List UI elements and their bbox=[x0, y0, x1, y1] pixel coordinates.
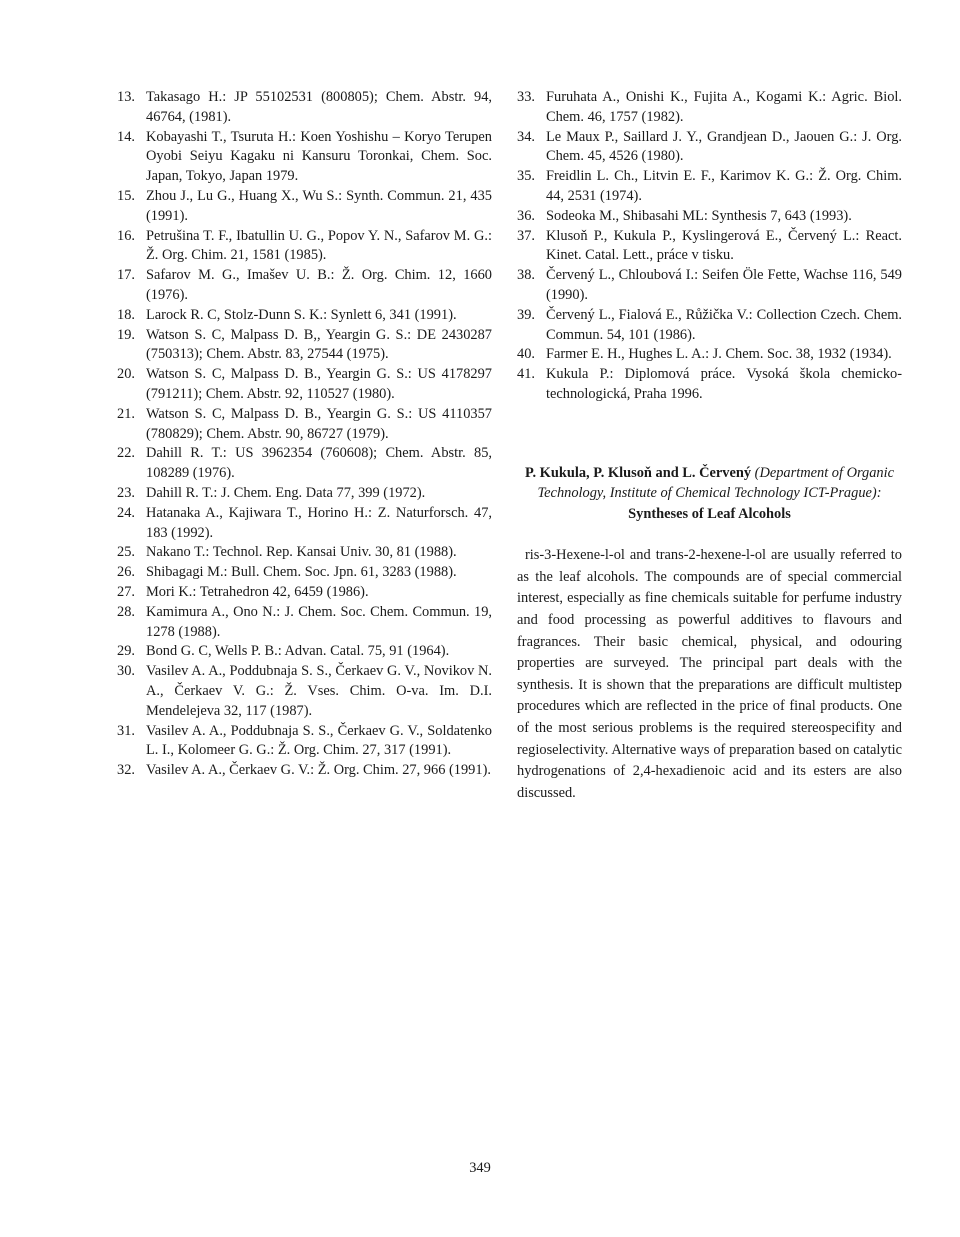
abstract-title: Syntheses of Leaf Alcohols bbox=[628, 505, 791, 522]
reference-number: 39. bbox=[517, 306, 535, 323]
reference-item bbox=[517, 88, 902, 128]
abstract-heading bbox=[517, 463, 902, 525]
reference-item bbox=[117, 504, 492, 544]
reference-item bbox=[117, 187, 492, 227]
abstract-body-text: ris-3-Hexene-l-ol and trans-2-hexene-l-ol are usually referred to as the leaf alcohols. The compounds are of special commercial interest, especially as fine chemicals suitable for perfume industry and food processing as powerful additives to flavours and fragrances. Their basic chemical, physical, and odouring properties are surveyed. The principal part deals with the synthesis. It is shown that the preparations are difficult multistep procedures which are reflected in the price of final products. One of the most serious problems is the required stereospecifity and regioselectivity. Alternative ways of preparation based on catalytic hydrogenations of 2,4-hexadienoic acid and its esters are also discussed. bbox=[517, 547, 902, 801]
left-column bbox=[117, 88, 492, 781]
reference-text: Watson S. C, Malpass D. B., Yeargin G. S.: US 4110357 (780829); Chem. Abstr. 90, 86727 (1979). bbox=[146, 405, 492, 442]
reference-item bbox=[117, 563, 492, 583]
reference-text: Hatanaka A., Kajiwara T., Horino H.: Z. Naturforsch. 47, 183 (1992). bbox=[146, 504, 492, 541]
reference-item bbox=[117, 642, 492, 662]
abstract-affiliation: (Department of Organic Technology, Institute of Chemical Technology ICT-Prague): bbox=[537, 464, 895, 502]
reference-number: 27. bbox=[117, 583, 135, 600]
reference-item bbox=[117, 128, 492, 187]
reference-number: 32. bbox=[117, 762, 135, 779]
reference-number: 31. bbox=[117, 722, 135, 739]
reference-item bbox=[517, 207, 902, 227]
page-number: 349 bbox=[469, 1160, 491, 1176]
reference-number: 30. bbox=[117, 663, 135, 680]
reference-item bbox=[117, 484, 492, 504]
reference-text: Klusoň P., Kukula P., Kyslingerová E., Červený L.: React. Kinet. Catal. Lett., práce v tisku. bbox=[546, 227, 902, 264]
reference-text: Zhou J., Lu G., Huang X., Wu S.: Synth. Commun. 21, 435 (1991). bbox=[146, 187, 492, 224]
reference-list-right bbox=[517, 88, 902, 405]
right-column bbox=[517, 88, 902, 819]
reference-item bbox=[517, 306, 902, 346]
reference-item bbox=[517, 167, 902, 207]
reference-number: 33. bbox=[517, 89, 535, 105]
reference-item bbox=[517, 128, 902, 168]
reference-text: Furuhata A., Onishi K., Fujita A., Kogami K.: Agric. Biol. Chem. 46, 1757 (1982). bbox=[546, 89, 902, 125]
reference-text: Bond G. C, Wells P. B.: Advan. Catal. 75, 91 (1964). bbox=[146, 643, 450, 660]
reference-text: Safarov M. G., Imašev U. B.: Ž. Org. Chim. 12, 1660 (1976). bbox=[146, 267, 492, 303]
reference-text: Mori K.: Tetrahedron 42, 6459 (1986). bbox=[146, 583, 369, 600]
reference-number: 41. bbox=[517, 366, 535, 383]
reference-text: Červený L., Chloubová I.: Seifen Öle Fette, Wachse 116, 549 (1990). bbox=[546, 267, 902, 303]
reference-number: 15. bbox=[117, 187, 135, 204]
reference-text: Shibagagi M.: Bull. Chem. Soc. Jpn. 61, 3283 (1988). bbox=[146, 564, 457, 581]
reference-text: Farmer E. H., Hughes L. A.: J. Chem. Soc. 38, 1932 (1934). bbox=[546, 346, 892, 363]
reference-number: 26. bbox=[117, 564, 135, 581]
reference-number: 28. bbox=[117, 603, 135, 620]
reference-text: Vasilev A. A., Čerkaev G. V.: Ž. Org. Chim. 27, 966 (1991). bbox=[146, 762, 491, 779]
reference-text: Dahill R. T.: J. Chem. Eng. Data 77, 399 (1972). bbox=[146, 484, 426, 501]
reference-item bbox=[117, 543, 492, 563]
reference-text: Červený L., Fialová E., Růžička V.: Collection Czech. Chem. Commun. 54, 101 (1986). bbox=[546, 306, 902, 343]
reference-text: Larock R. C, Stolz-Dunn S. K.: Synlett 6, 341 (1991). bbox=[146, 306, 457, 323]
reference-item bbox=[117, 722, 492, 762]
reference-text: Le Maux P., Saillard J. Y., Grandjean D., Jaouen G.: J. Org. Chem. 45, 4526 (1980). bbox=[546, 128, 902, 165]
reference-item bbox=[117, 662, 492, 721]
reference-item bbox=[517, 365, 902, 405]
abstract-body bbox=[517, 545, 902, 804]
reference-text: Nakano T.: Technol. Rep. Kansai Univ. 30, 81 (1988). bbox=[146, 544, 457, 561]
reference-number: 14. bbox=[117, 128, 135, 145]
reference-list-left bbox=[117, 88, 492, 781]
reference-text: Kamimura A., Ono N.: J. Chem. Soc. Chem. Commun. 19, 1278 (1988). bbox=[146, 603, 492, 640]
reference-number: 37. bbox=[517, 227, 535, 244]
reference-text: Dahill R. T.: US 3962354 (760608); Chem. Abstr. 85, 108289 (1976). bbox=[146, 445, 492, 482]
reference-number: 18. bbox=[117, 306, 135, 323]
reference-item bbox=[117, 603, 492, 643]
reference-item bbox=[117, 266, 492, 306]
reference-text: Petrušina T. F., Ibatullin U. G., Popov Y. N., Safarov M. G.: Ž. Org. Chim. 21, 1581 (1985). bbox=[146, 227, 492, 264]
reference-text: Watson S. C, Malpass D. B,, Yeargin G. S.: DE 2430287 (750313); Chem. Abstr. 83, 27544 (1975). bbox=[146, 326, 492, 363]
reference-number: 24. bbox=[117, 504, 135, 521]
reference-number: 34. bbox=[517, 128, 535, 145]
reference-item bbox=[117, 365, 492, 405]
reference-text: Vasilev A. A., Poddubnaja S. S., Čerkaev G. V., Soldatenko L. I., Kolomeer G. G.: Ž. Org. Chim. 27, 317 (1991). bbox=[146, 722, 492, 759]
abstract-authors: P. Kukula, P. Klusoň and L. Červený bbox=[524, 464, 752, 481]
reference-number: 13. bbox=[117, 89, 135, 105]
reference-text: Kukula P.: Diplomová práce. Vysoká škola chemicko-technologická, Praha 1996. bbox=[546, 366, 902, 402]
reference-item bbox=[117, 405, 492, 445]
reference-item bbox=[117, 88, 492, 128]
reference-number: 23. bbox=[117, 484, 135, 501]
reference-text: Takasago H.: JP 55102531 (800805); Chem. Abstr. 94, 46764, (1981). bbox=[146, 89, 492, 125]
reference-number: 35. bbox=[517, 168, 535, 185]
reference-item bbox=[517, 345, 902, 365]
reference-item bbox=[117, 326, 492, 366]
reference-item bbox=[517, 227, 902, 267]
reference-item bbox=[117, 306, 492, 326]
reference-text: Watson S. C, Malpass D. B., Yeargin G. S.: US 4178297 (791211); Chem. Abstr. 92, 110527 (1980). bbox=[146, 366, 492, 402]
reference-number: 20. bbox=[117, 366, 135, 383]
reference-number: 29. bbox=[117, 643, 135, 660]
reference-item bbox=[517, 266, 902, 306]
reference-item bbox=[117, 444, 492, 484]
reference-number: 21. bbox=[117, 405, 135, 422]
reference-text: Freidlin L. Ch., Litvin E. F., Karimov K. G.: Ž. Org. Chim. 44, 2531 (1974). bbox=[546, 168, 902, 204]
reference-number: 16. bbox=[117, 227, 135, 244]
reference-text: Sodeoka M., Shibasahi ML: Synthesis 7, 643 (1993). bbox=[546, 207, 852, 224]
reference-number: 17. bbox=[117, 267, 135, 284]
reference-number: 25. bbox=[117, 544, 135, 561]
reference-item bbox=[117, 583, 492, 603]
reference-number: 40. bbox=[517, 346, 535, 363]
reference-number: 19. bbox=[117, 326, 135, 343]
reference-item bbox=[117, 761, 492, 781]
reference-number: 38. bbox=[517, 267, 535, 284]
reference-item bbox=[117, 227, 492, 267]
reference-text: Vasilev A. A., Poddubnaja S. S., Čerkaev G. V., Novikov N. A., Čerkaev V. G.: Ž. Vses. Chim. O-va. Im. D.I. Mendelejeva 32, 117 (1987). bbox=[146, 663, 492, 719]
reference-number: 22. bbox=[117, 445, 135, 462]
reference-text: Kobayashi T., Tsuruta H.: Koen Yoshishu – Koryo Terupen Oyobi Seiyu Kagaku ni Kansuru Toronkai, Chem. Soc. Japan, Tokyo, Japan 1979. bbox=[146, 128, 492, 185]
reference-number: 36. bbox=[517, 207, 535, 224]
